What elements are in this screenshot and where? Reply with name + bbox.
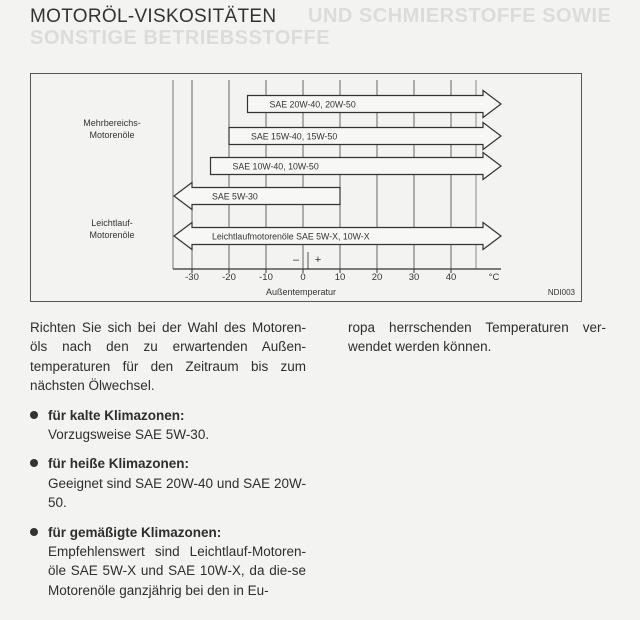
- viscosity-chart-svg: [31, 74, 583, 303]
- bullet-icon: [30, 528, 38, 536]
- x-tick-label: -20: [222, 272, 236, 283]
- group-label: Leichtlauf-: [91, 218, 133, 228]
- range-bar-label: SAE 20W-40, 20W-50: [269, 99, 356, 110]
- x-tick-label: 0: [300, 272, 306, 283]
- bullet-heading-cold-text: für kalte Klimazonen:: [48, 407, 185, 423]
- viscosity-chart: [30, 73, 582, 302]
- bullet-heading-temperate-text: für gemäßigte Klimazonen:: [48, 524, 222, 540]
- background-ghost-text-line2: SONSTIGE BETRIEBSSTOFFE: [30, 27, 331, 49]
- page-title: MOTORÖL-VISKOSITÄTEN: [30, 6, 277, 27]
- x-unit-label: °C: [488, 272, 500, 283]
- range-bar-label: SAE 5W-30: [212, 191, 258, 202]
- x-tick-label: 10: [334, 272, 346, 283]
- bullet-text-hot: Geeignet sind SAE 20W-40 und SAE 20W-50.: [48, 475, 306, 511]
- range-bar-label: SAE 15W-40, 15W-50: [251, 131, 338, 142]
- figure-code: NDI003: [547, 288, 575, 297]
- x-tick-label: 30: [408, 272, 420, 283]
- x-tick-label: 40: [445, 272, 457, 283]
- x-tick-label: 20: [371, 272, 383, 283]
- bullet-heading-hot: [30, 454, 306, 473]
- bullet-heading-temperate: [30, 523, 306, 542]
- bullet-text-temperate: Empfehlenswert sind Leichtlauf-Motoren-öle SAE 5W-X und SAE 10W-X, da die-se Motorenöle ganzjährig bei den in Eu-: [48, 544, 306, 598]
- plus-sign: +: [314, 254, 322, 266]
- right-paragraph: ropa herrschenden Temperaturen ver-wendet werden können.: [348, 320, 606, 355]
- group-label: Motorenöle: [89, 130, 135, 140]
- bullet-heading-hot-text: für heiße Klimazonen:: [48, 456, 190, 472]
- group-label: Mehrbereichs-: [83, 118, 141, 128]
- bullet-icon: [30, 459, 38, 467]
- bullet-text-cold: Vorzugsweise SAE 5W-30.: [48, 427, 210, 443]
- right-column: [348, 318, 606, 357]
- bullet-heading-cold: [30, 406, 306, 425]
- x-tick-label: -30: [185, 272, 199, 283]
- left-column: [30, 318, 306, 600]
- minus-sign: –: [292, 254, 300, 266]
- x-tick-label: -10: [259, 272, 273, 283]
- range-bar-label: SAE 10W-40, 10W-50: [232, 161, 319, 172]
- x-axis-label: Außentemperatur: [265, 287, 337, 297]
- group-label: Motorenöle: [89, 230, 135, 240]
- intro-paragraph: Richten Sie sich bei der Wahl des Motoren-öls nach den zu erwartenden Außen-temperaturen für den Zeitraum bis zum nächsten Ölwechsel.: [30, 320, 306, 394]
- background-ghost-text-line1: UND SCHMIERSTOFFE SOWIE: [308, 5, 612, 27]
- bullet-icon: [30, 411, 38, 419]
- range-bar-label: Leichtlaufmotorenöle SAE 5W-X, 10W-X: [212, 231, 370, 242]
